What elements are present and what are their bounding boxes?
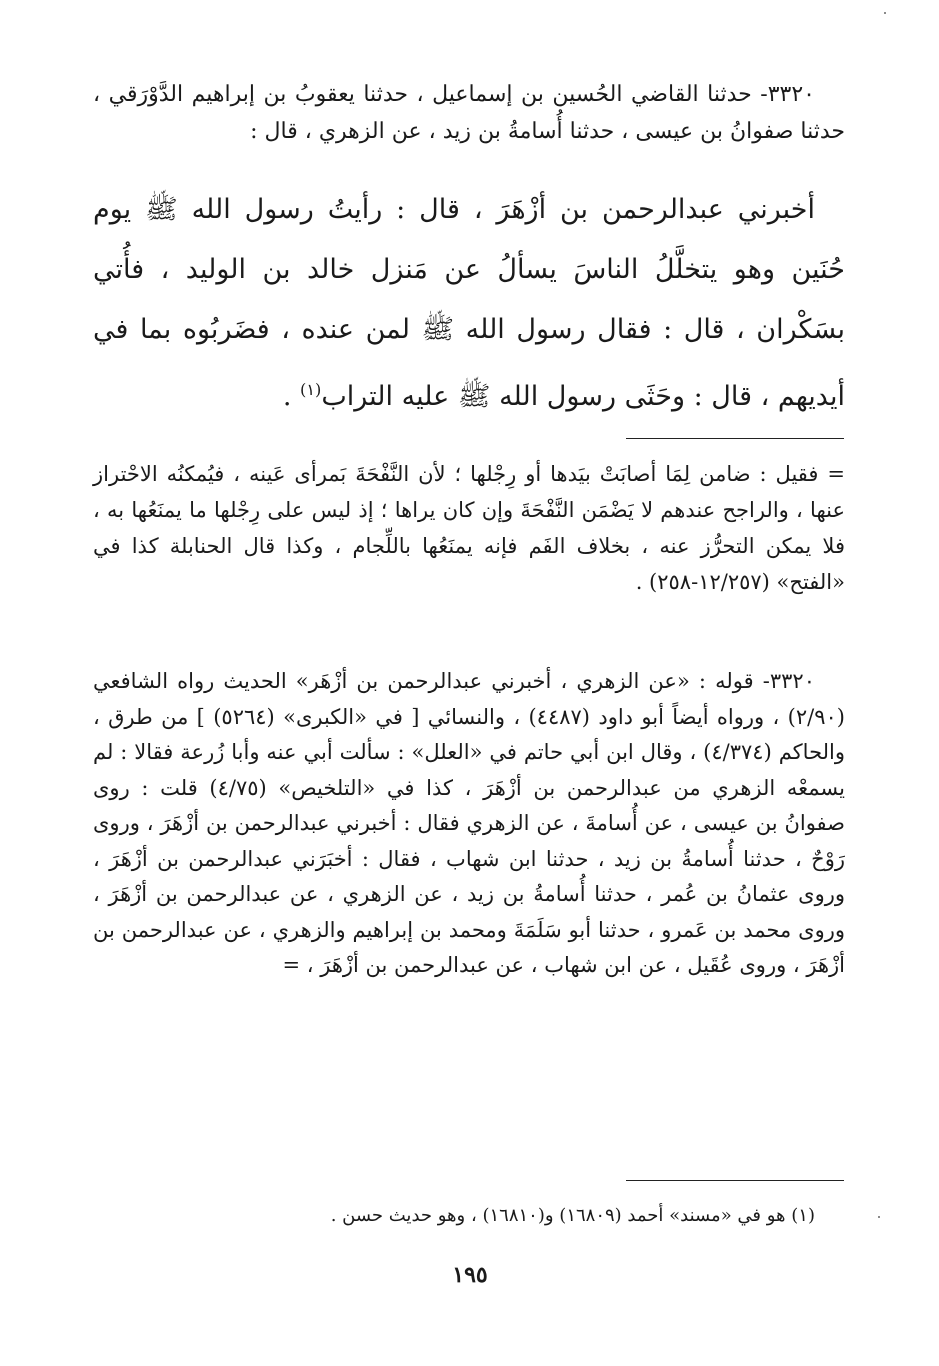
matn-text: أخبرني عبدالرحمن بن أزْهَرَ ، قال : رأيتُ رسول الله ﷺ يوم حُنَين وهو يتخلَّلُ الناسَ يسألُ عن مَنزل خالد بن الوليد ، فأُتي بسَكْران ، قال : فقال رسول الله ﷺ لمن عنده ، فضَربُوه بما في أيديهم ، قال : وحَثَى رسول الله ﷺ عليه التراب bbox=[93, 194, 845, 412]
continuation-text: فقيل : ضامن لِمَا أصابَتْ بيَدها أو رِجْلها ؛ لأن النَّفْحَةَ بَمرأى عَينه ، فيُمكنُه الاحْتراز عنها ، والراجح عندهم لا يَضْمَن النَّفْحَةَ وإن كان يراها ؛ إذ ليس على رِجْلها ما يمنَعُها به ، فلا يمكن التحرُّز عنه ، بخلاف الفَم فإنه يمنَعُها باللِّجام ، وكذا قال الحنابلة كذا في «الفتح» (١٢/٢٥٧-٢٥٨) . bbox=[93, 462, 845, 594]
footnote-3320-text: ٣٣٢٠- قوله : «عن الزهري ، أخبرني عبدالرحمن بن أزْهَر» الحديث رواه الشافعي (٢/٩٠) ، ورواه أيضاً أبو داود (٤٤٨٧) ، والنسائي [ في «الكبرى» (٥٢٦٤) ] من طرق ، والحاكم (٤/٣٧٤) ، وقال ابن أبي حاتم في «العلل» : سألت أبي عنه وأبا زُرعة فقالا : لم يسمعْه الزهري من عبدالرحمن بن أزْهَرَ ، كذا في «التلخيص» (٤/٧٥) قلت : روى صفوانُ بن عيسى ، عن أُسامةَ ، عن الزهري فقال : أخبرني عبدالرحمن بن أزْهَرَ ، وروى رَوْحٌ ، حدثنا أُسامةُ بن زيد ، حدثنا ابن شهاب ، فقال : أخبَرَني عبدالرحمن بن أزْهَرَ ، وروى عثمانُ بن عُمر ، حدثنا أُسامةُ بن زيد ، عن الزهري ، عن عبدالرحمن بن أزْهَرَ ، وروى محمد بن عَمرو ، حدثنا أبو سَلَمَةَ ومحمد بن إبراهيم والزهري ، عن عبدالرحمن بن أزْهَرَ ، وروى عُقَيل ، عن ابن شهاب ، عن عبدالرحمن بن أزْهَرَ ، bbox=[93, 669, 846, 977]
footnote-1-text: (١) هو في «مسند» أحمد (١٦٨٠٩) و(١٦٨١٠) ، وهو حديث حسن . bbox=[330, 1205, 815, 1226]
footnote-1 bbox=[93, 1200, 845, 1232]
scan-speck bbox=[884, 12, 886, 14]
matn-end: . bbox=[282, 381, 300, 412]
hadith-isnad bbox=[93, 76, 845, 150]
footnote-ref-1[interactable]: (١) bbox=[299, 380, 322, 399]
isnad-text: ٣٣٢٠- حدثنا القاضي الحُسين بن إسماعيل ، حدثنا يعقوبُ بن إبراهيم الدَّوْرَقي ، حدثنا صفوانُ بن عيسى ، حدثنا أُسامةُ بن زيد ، عن الزهري ، قال : bbox=[93, 82, 845, 144]
hadith-matn bbox=[93, 180, 845, 427]
footnote-separator-top bbox=[626, 438, 844, 439]
footnote-separator-bottom bbox=[626, 1180, 844, 1181]
continuation-mark: = bbox=[818, 462, 845, 486]
page-number: ١٩٥ bbox=[452, 1262, 488, 1288]
continues-mark: = bbox=[282, 953, 307, 977]
footnote-continuation bbox=[93, 456, 845, 600]
scan-speck bbox=[878, 1216, 880, 1218]
footnote-3320 bbox=[93, 664, 845, 984]
